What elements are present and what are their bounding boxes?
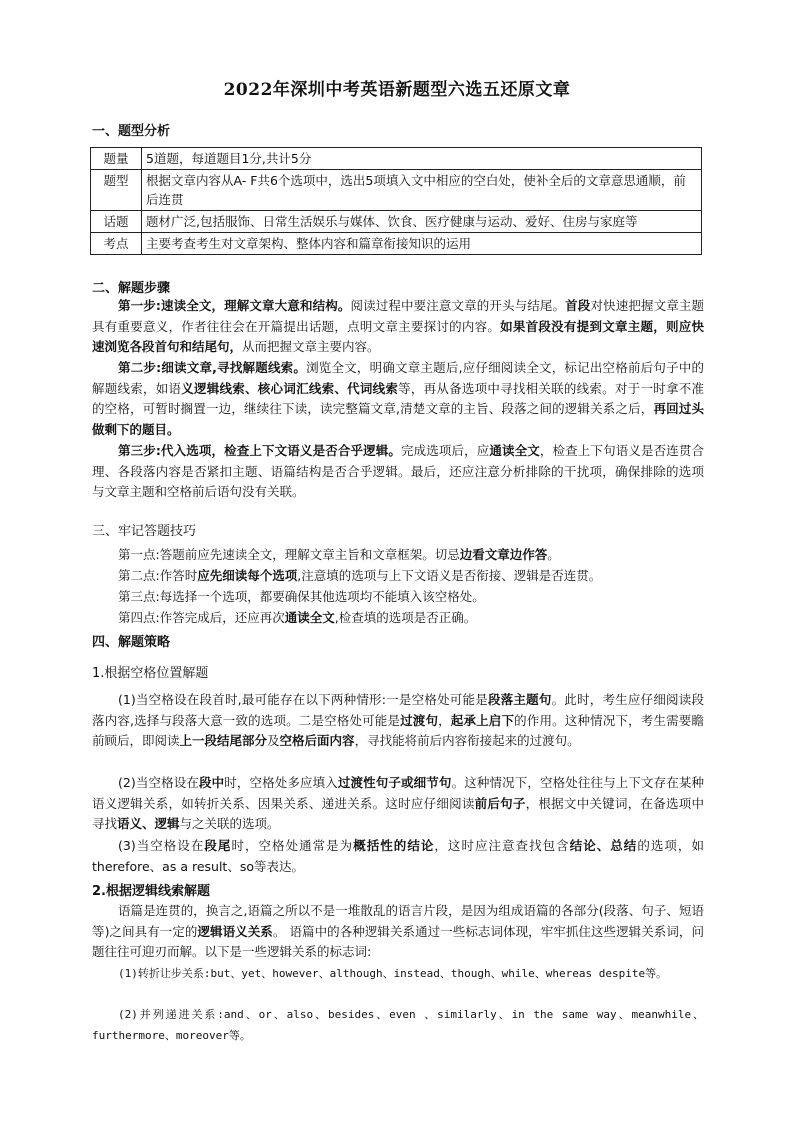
emphasis: 上一段结尾部分 [179,733,268,748]
text-span: ,检查填的选项是否正确。 [334,610,477,625]
table-value: 题材广泛,包括服饰、日常生活娱乐与媒体、饮食、医疗健康与运动、爱好、住房与家庭等 [142,211,702,233]
emphasis: 义逻辑线索、核心词汇线索、代词线索 [181,380,399,396]
strategy-2-heading: 2.根据逻辑线索解题 [92,884,210,899]
emphasis: 空格后面内容 [279,733,355,748]
text-span: 对快速把握文章主题具有重要意义，作者往往会在开篇提出话题，点明文章主要探讨的内容。 [92,298,704,334]
table-key: 话题 [91,211,142,233]
emphasis: 段落主题句 [487,692,552,707]
strategy-1-heading: 1.根据空格位置解题 [92,666,209,681]
text-span: ，寻找能将前后内容衔接起来的过渡句。 [354,733,580,748]
logic-markers-contrast: (1)转折让步关系:but、yet、however、although、instead、though、while、whereas despite等。 [118,967,668,980]
text-span: 。此时，考生应仔细阅读段落内容,选择与段落大意一致的选项。二是空格处可能是 [92,692,704,728]
text-span: 与之关联的选项。 [179,816,280,831]
text-span: ， [438,712,451,728]
table-value: 根据文章内容从A- F共6个选项中，选出5项填入文中相应的空白处，使补全后的文章意思通顺，前后连贯 [142,170,702,211]
text-span: 第四点:作答完成后，还应再次 [118,610,285,625]
emphasis: 再回过头做剩下的题目。 [92,401,704,437]
section-3-heading: 三、牢记答题技巧 [92,524,197,539]
emphasis: 首段 [565,298,591,313]
text-span: 完成选项后，应 [400,443,490,458]
emphasis: 应先细读每个选项 [197,568,298,583]
strategy-2-paragraph [92,901,704,963]
text-span: 语篇是连贯的，换言之,语篇之所以不是一堆散乱的语言片段，是因为组成语篇的各部分(段落、句子、短语等)之间具有一定的 [92,903,704,939]
emphasis: 语义、逻辑 [117,816,180,831]
step-1-title: 第一步:速读全文，理解文章大意和结构。 [118,298,351,313]
text-span: 。 语篇中的各种逻辑关系通过一些标志词体现，牢牢抓住这些逻辑关系词，问题往往可迎刃而解。以下是一些逻辑关系的标志词: [92,923,704,959]
section-1-heading: 一、题型分析 [92,124,171,139]
text-span: (1)当空格设在段首时,最可能存在以下两种情形:一是空格处可能是 [118,692,488,707]
emphasis: 段中 [198,775,225,790]
text-span: ,注意填的选项与上下文语义是否衔接、逻辑是否连贯。 [297,568,602,583]
emphasis: 通读全文 [489,443,540,458]
step-1-paragraph [92,296,704,358]
table-row [91,233,702,255]
emphasis: 逻辑语义关系 [197,923,273,939]
logic-markers-addition: (2)并列递进关系:and、or、also、besides、even 、similarly、in the same way、meanwhile、furthermore、moreover等。 [92,1008,704,1042]
step-2-paragraph [92,358,704,440]
table-row [91,170,702,211]
emphasis: 过渡句 [400,712,439,728]
table-row [91,148,702,170]
strategy-1-case-3 [92,836,704,877]
text-span: 。这种情况下，空格处往往与上下文存在某种语义逻辑关系，如转折关系、因果关系、递进关系。这时应仔细阅读 [92,775,704,811]
step-3-title: 第三步:代入选项，检查上下文语义是否合乎逻辑。 [118,443,401,458]
text-span: (2)当空格设在 [118,775,199,790]
text-span: ，检查上下句语义是否连贯合理、各段落内容是否紧扣主题、语篇结构是否合乎逻辑。最后，还应注意分析排除的干扰项，确保排除的选项与文章主题和空格前后语句没有关联。 [92,443,704,499]
emphasis: 结论、总结 [569,838,638,853]
tip-2 [118,566,601,587]
strategy-1-case-2 [92,773,704,835]
text-span: ，根据文中关键词，在备选项中寻找 [92,795,704,831]
emphasis: 概括性的结论 [353,838,435,853]
text-span: 第一点:答题前应先速读全文，理解文章主旨和文章框架。切忌 [118,547,460,562]
text-span: 及 [267,733,280,748]
section-4-heading: 四、解题策略 [92,635,171,650]
document-title: 2022年深圳中考英语新题型六选五还原文章 [223,80,571,100]
emphasis: 过渡性句子或细节句 [337,775,452,790]
text-span: (3)当空格设在 [118,838,205,853]
table-key: 考点 [91,233,142,255]
text-span: 。 [547,547,560,562]
question-type-table [90,147,702,255]
emphasis: 边看文章边作答 [459,547,548,562]
emphasis: 段尾 [204,838,232,853]
emphasis: 通读全文 [284,610,335,625]
table-key: 题量 [91,148,142,170]
text-span: 浏览全文，明确文章主题后,应仔细阅读全文，标记出空格前后句子中的解题线索，如语 [92,360,704,396]
step-3-paragraph [92,441,704,503]
text-span: 从而把握文章主要内容。 [242,339,380,354]
text-span: 时，空格处多应填入 [224,775,338,790]
table-value: 5道题，每道题目1分,共计5分 [142,148,702,170]
table-key: 题型 [91,170,142,211]
tip-1 [118,545,560,566]
table-row [91,211,702,233]
text-span: 等，再从备选项中寻找相关联的线索。对于一时拿不准的空格，可暂时搁置一边，继续往下读，读完整篇文章,清楚文章的主旨、段落之间的逻辑关系之后， [92,380,704,416]
emphasis: 起承上启下 [450,712,515,728]
step-2-title: 第二步:细读文章,寻找解题线索。 [118,360,307,375]
emphasis: 前后句子 [474,795,526,811]
text-span: 的作用。这种情况下，考生需要瞻前顾后，即阅读 [92,712,704,748]
strategy-1-case-1 [92,690,704,752]
tip-3: 第三点:每选择一个选项，都要确保其他选项均不能填入该空格处。 [118,589,485,604]
text-span: 时，空格处通常是为 [231,838,354,853]
section-2-heading: 二、解题步骤 [92,281,171,296]
table-value: 主要考查考生对文章架构、整体内容和篇章衔接知识的运用 [142,233,702,255]
text-span: 阅读过程中要注意文章的开头与结尾。 [350,298,566,313]
text-span: 第二点:作答时 [118,568,198,583]
emphasis: 如果首段没有提到文章主题，则应快速浏览各段首句和结尾句， [92,318,704,354]
text-span: ，这时应注意查找包含 [434,838,570,853]
text-span: 的选项，如therefore、as a result、so等表达。 [92,838,704,874]
tip-4 [118,608,476,629]
